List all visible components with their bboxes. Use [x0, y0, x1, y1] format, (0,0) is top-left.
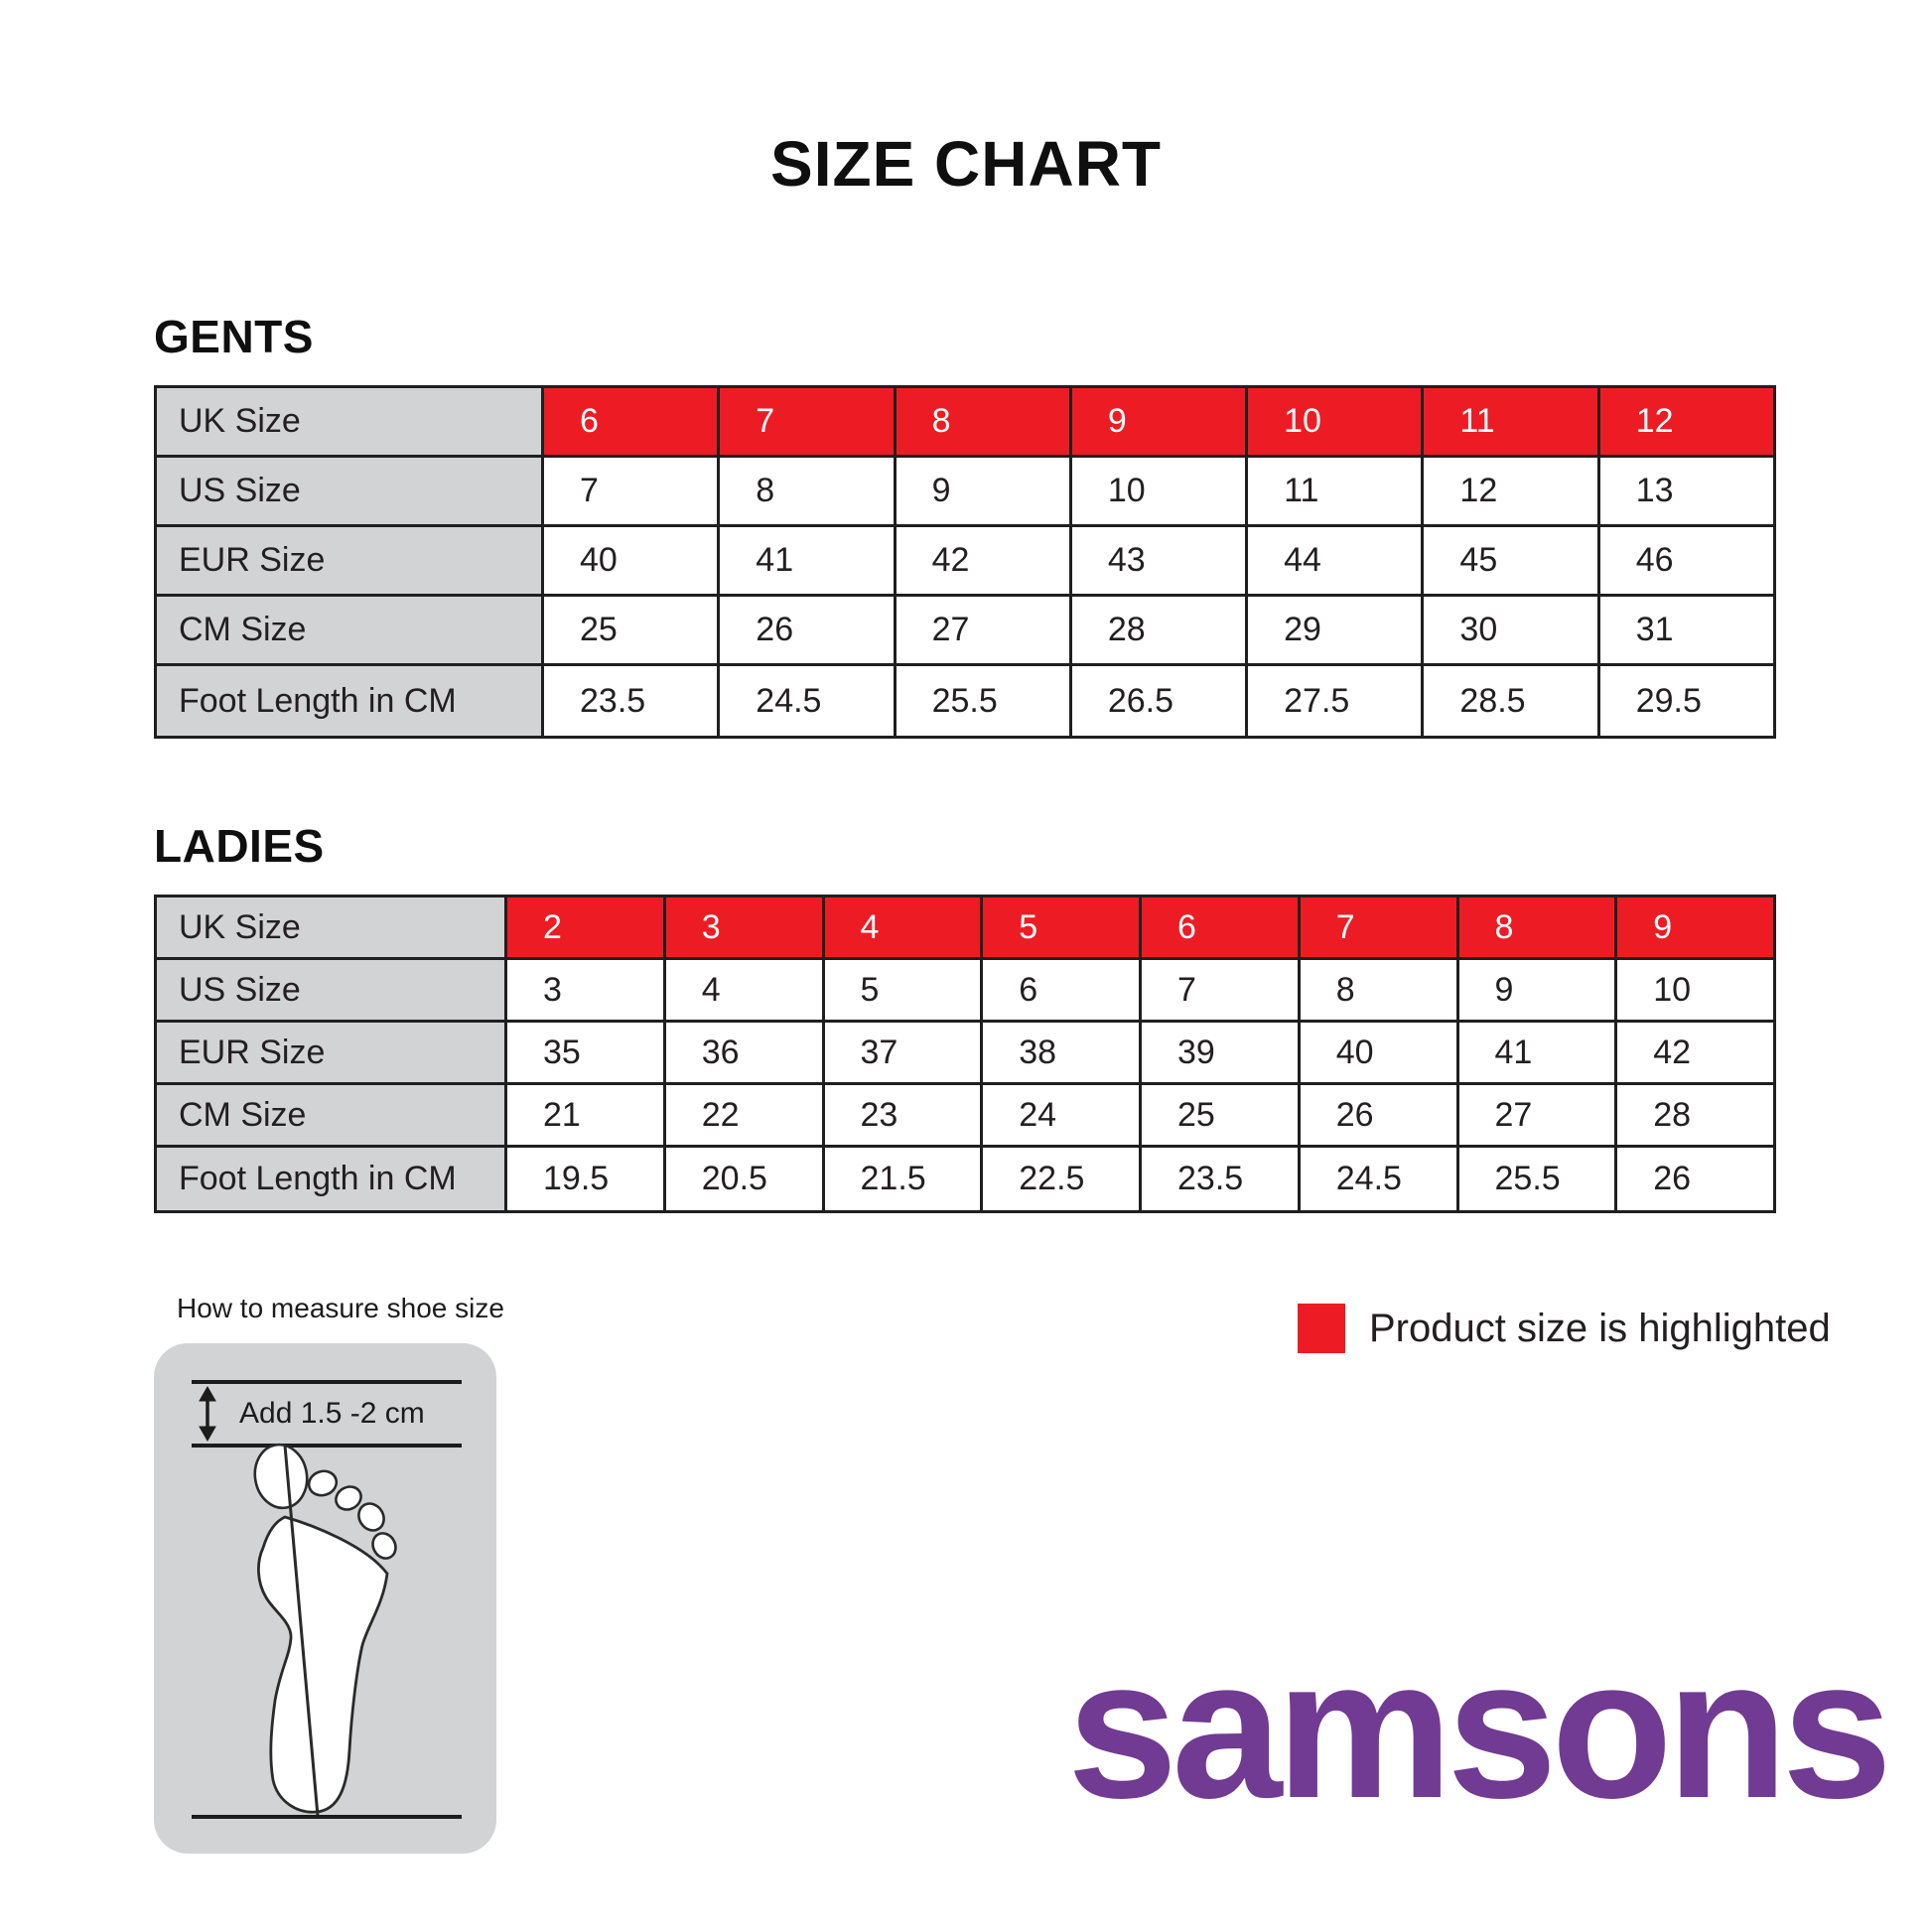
row-label: Foot Length in CM	[157, 666, 541, 736]
size-cell: 31	[1597, 597, 1773, 663]
row-values	[541, 666, 1773, 736]
size-cell: 46	[1597, 527, 1773, 594]
size-cell: 8	[1456, 897, 1615, 957]
size-cell: 28	[1614, 1085, 1773, 1145]
size-cell: 28	[1069, 597, 1245, 663]
size-cell: 9	[1069, 388, 1245, 455]
ladies-size-table	[154, 895, 1776, 1213]
size-cell: 42	[1614, 1023, 1773, 1082]
measure-diagram	[154, 1343, 496, 1854]
size-cell: 6	[980, 960, 1139, 1020]
highlight-legend-label: Product size is highlighted	[1369, 1306, 1831, 1350]
row-label: US Size	[157, 960, 504, 1020]
size-cell: 3	[663, 897, 822, 957]
table-row-us-size	[157, 458, 1773, 527]
size-cell: 8	[717, 458, 893, 524]
size-cell: 28.5	[1421, 666, 1596, 736]
highlight-legend	[1298, 1304, 1831, 1353]
size-cell: 2	[504, 897, 663, 957]
row-label: UK Size	[157, 897, 504, 957]
size-cell: 40	[541, 527, 717, 594]
row-label: CM Size	[157, 597, 541, 663]
size-cell: 30	[1421, 597, 1596, 663]
size-cell: 12	[1421, 458, 1596, 524]
size-cell: 5	[822, 960, 981, 1020]
size-cell: 10	[1245, 388, 1421, 455]
row-label: US Size	[157, 458, 541, 524]
size-cell: 10	[1069, 458, 1245, 524]
size-cell: 41	[717, 527, 893, 594]
row-values	[541, 597, 1773, 663]
size-cell: 23	[822, 1085, 981, 1145]
size-cell: 39	[1139, 1023, 1298, 1082]
size-cell: 13	[1597, 458, 1773, 524]
row-label: CM Size	[157, 1085, 504, 1145]
size-cell: 42	[894, 527, 1069, 594]
gents-heading: GENTS	[154, 311, 314, 362]
size-cell: 6	[541, 388, 717, 455]
table-row-foot-length	[157, 1148, 1773, 1210]
size-cell: 25.5	[894, 666, 1069, 736]
add-length-note: Add 1.5 -2 cm	[239, 1397, 425, 1430]
size-cell: 29.5	[1597, 666, 1773, 736]
double-arrow-icon	[200, 1387, 215, 1441]
table-row-cm-size	[157, 1085, 1773, 1148]
row-label: Foot Length in CM	[157, 1148, 504, 1210]
size-cell: 22.5	[980, 1148, 1139, 1210]
size-cell: 11	[1421, 388, 1596, 455]
size-cell: 23.5	[541, 666, 717, 736]
row-label: EUR Size	[157, 1023, 504, 1082]
row-values	[541, 527, 1773, 594]
size-cell: 45	[1421, 527, 1596, 594]
size-cell: 25	[541, 597, 717, 663]
samsons-logo: samsons	[1067, 1618, 1887, 1840]
size-cell: 7	[1298, 897, 1456, 957]
table-row-foot-length	[157, 666, 1773, 736]
row-values	[504, 1085, 1773, 1145]
size-cell: 27	[894, 597, 1069, 663]
size-cell: 8	[1298, 960, 1456, 1020]
size-cell: 27	[1456, 1085, 1615, 1145]
page-title: SIZE CHART	[770, 128, 1162, 200]
size-cell: 25.5	[1456, 1148, 1615, 1210]
row-values	[504, 1148, 1773, 1210]
size-cell: 26	[1614, 1148, 1773, 1210]
row-values	[541, 458, 1773, 524]
row-values	[504, 897, 1773, 957]
size-cell: 9	[1614, 897, 1773, 957]
size-cell: 23.5	[1139, 1148, 1298, 1210]
size-cell: 24.5	[717, 666, 893, 736]
size-cell: 10	[1614, 960, 1773, 1020]
size-cell: 25	[1139, 1085, 1298, 1145]
table-row-us-size	[157, 960, 1773, 1023]
size-cell: 37	[822, 1023, 981, 1082]
size-cell: 9	[1456, 960, 1615, 1020]
table-row-uk-size	[157, 897, 1773, 960]
size-cell: 3	[504, 960, 663, 1020]
highlight-swatch-icon	[1298, 1304, 1345, 1353]
size-cell: 26	[717, 597, 893, 663]
size-cell: 43	[1069, 527, 1245, 594]
size-cell: 4	[822, 897, 981, 957]
row-label: UK Size	[157, 388, 541, 455]
size-cell: 24.5	[1298, 1148, 1456, 1210]
size-cell: 11	[1245, 458, 1421, 524]
size-cell: 6	[1139, 897, 1298, 957]
size-cell: 27.5	[1245, 666, 1421, 736]
how-to-measure-caption: How to measure shoe size	[177, 1293, 504, 1323]
size-cell: 7	[717, 388, 893, 455]
size-cell: 19.5	[504, 1148, 663, 1210]
size-cell: 12	[1597, 388, 1773, 455]
table-row-eur-size	[157, 1023, 1773, 1085]
ladies-heading: LADIES	[154, 820, 325, 872]
size-cell: 4	[663, 960, 822, 1020]
size-cell: 41	[1456, 1023, 1615, 1082]
size-cell: 40	[1298, 1023, 1456, 1082]
size-cell: 7	[1139, 960, 1298, 1020]
size-cell: 7	[541, 458, 717, 524]
size-cell: 5	[980, 897, 1139, 957]
size-cell: 20.5	[663, 1148, 822, 1210]
size-cell: 38	[980, 1023, 1139, 1082]
row-values	[504, 1023, 1773, 1082]
table-row-eur-size	[157, 527, 1773, 597]
table-row-cm-size	[157, 597, 1773, 666]
size-cell: 36	[663, 1023, 822, 1082]
row-label: EUR Size	[157, 527, 541, 594]
size-cell: 8	[894, 388, 1069, 455]
size-cell: 9	[894, 458, 1069, 524]
size-cell: 21	[504, 1085, 663, 1145]
row-values	[504, 960, 1773, 1020]
size-cell: 44	[1245, 527, 1421, 594]
size-cell: 26.5	[1069, 666, 1245, 736]
size-cell: 21.5	[822, 1148, 981, 1210]
size-cell: 26	[1298, 1085, 1456, 1145]
gents-size-table	[154, 385, 1776, 739]
size-cell: 22	[663, 1085, 822, 1145]
size-cell: 35	[504, 1023, 663, 1082]
table-row-uk-size	[157, 388, 1773, 458]
size-cell: 24	[980, 1085, 1139, 1145]
size-cell: 29	[1245, 597, 1421, 663]
row-values	[541, 388, 1773, 455]
